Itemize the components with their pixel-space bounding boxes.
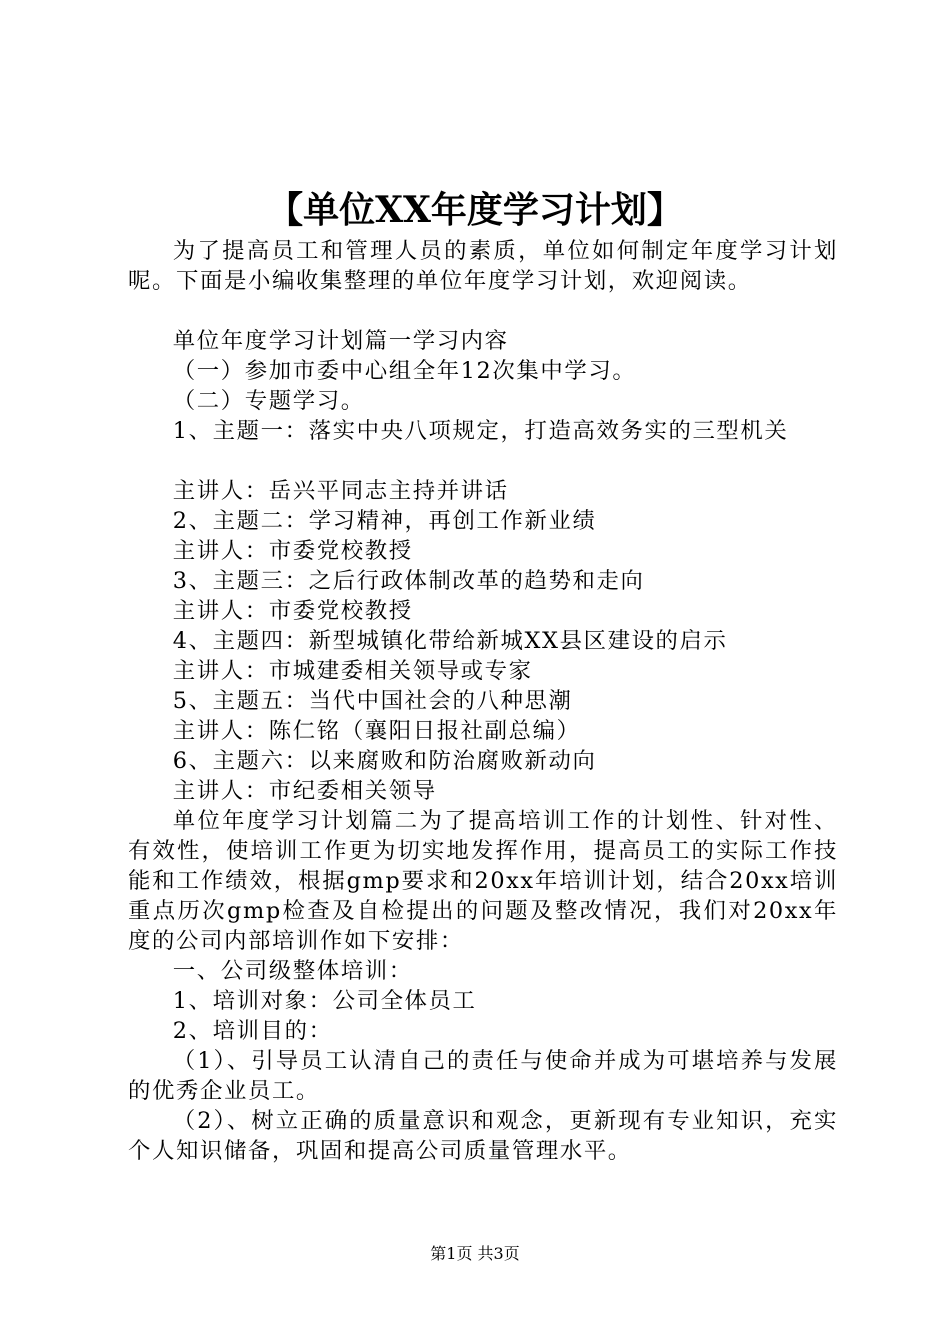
paragraph: （二）专题学习。 bbox=[172, 388, 365, 414]
paragraph: 主讲人：市纪委相关领导 bbox=[172, 778, 437, 804]
page-footer: 第1页 共3页 bbox=[430, 1244, 520, 1263]
paragraph: 5、主题五：当代中国社会的八种思潮 bbox=[172, 688, 573, 714]
paragraph: 单位年度学习计划篇一学习内容 bbox=[172, 328, 509, 354]
paragraph: 4、主题四：新型城镇化带给新城XX县区建设的启示 bbox=[172, 628, 728, 654]
document-title: 【单位XX年度学习计划】 bbox=[267, 189, 683, 231]
paragraph: 主讲人：市委党校教授 bbox=[172, 538, 413, 564]
paragraph: 2、主题二：学习精神，再创工作新业绩 bbox=[172, 508, 597, 534]
paragraph: （1）、引导员工认清自己的责任与使命并成为可堪培养与发展的优秀企业员工。 bbox=[128, 1048, 838, 1104]
paragraph: （2）、树立正确的质量意识和观念，更新现有专业知识，充实个人知识储备，巩固和提高公司质量管理水平。 bbox=[128, 1108, 838, 1164]
paragraph: 主讲人：市城建委相关领导或专家 bbox=[172, 658, 533, 684]
paragraph: 单位年度学习计划篇二为了提高培训工作的计划性、针对性、有效性，使培训工作更为切实地发挥作用，提高员工的实际工作技能和工作绩效，根据gmp要求和20xx年培训计划，结合20xx培训重点历次gmp检查及自检提出的问题及整改情况，我们对20xx年度的公司内部培训作如下安排： bbox=[128, 808, 838, 954]
paragraph: （一）参加市委中心组全年12次集中学习。 bbox=[172, 358, 637, 384]
document-body bbox=[128, 236, 838, 1166]
paragraph: 主讲人：陈仁铭（襄阳日报社副总编） bbox=[172, 718, 581, 744]
paragraph: 一、公司级整体培训： bbox=[172, 958, 413, 984]
paragraph: 1、培训对象：公司全体员工 bbox=[172, 988, 477, 1014]
paragraph: 主讲人：市委党校教授 bbox=[172, 598, 413, 624]
paragraph: 1、主题一：落实中央八项规定，打造高效务实的三型机关 bbox=[172, 418, 789, 444]
paragraph: 3、主题三：之后行政体制改革的趋势和走向 bbox=[172, 568, 645, 594]
paragraph: 主讲人：岳兴平同志主持并讲话 bbox=[172, 478, 509, 504]
paragraph: 2、培训目的： bbox=[172, 1018, 333, 1044]
paragraph: 6、主题六：以来腐败和防治腐败新动向 bbox=[172, 748, 597, 774]
paragraph-intro: 为了提高员工和管理人员的素质，单位如何制定年度学习计划呢。下面是小编收集整理的单位年度学习计划，欢迎阅读。 bbox=[128, 238, 838, 294]
